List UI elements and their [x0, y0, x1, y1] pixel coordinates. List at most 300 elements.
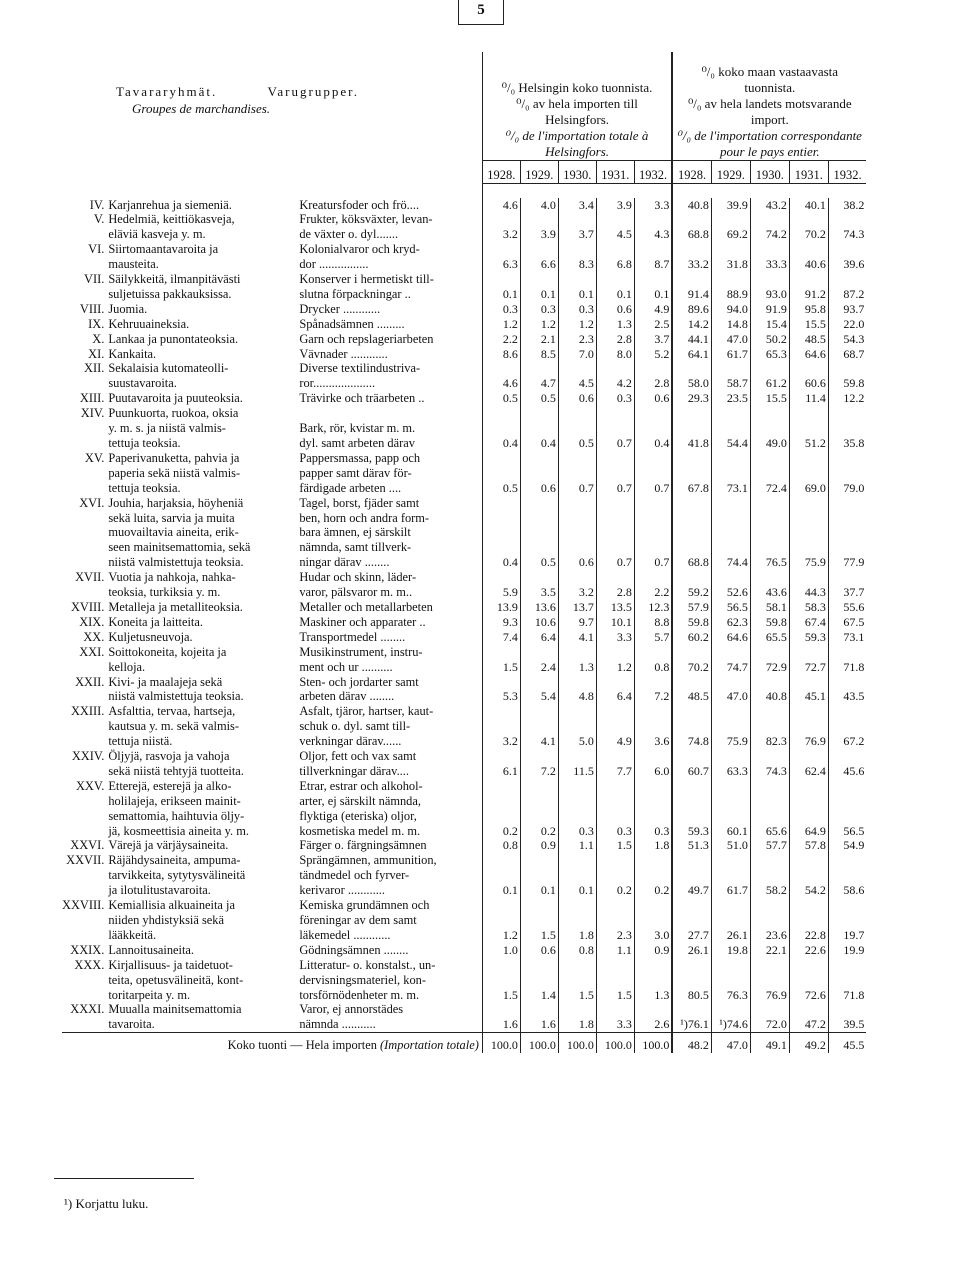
group-name-sv: Diverse textilindustriva- [299, 361, 421, 376]
value-cell: 40.8 [672, 198, 711, 213]
value-cell: 62.3 [711, 615, 750, 630]
value-cell: 1.8 [634, 838, 672, 853]
value-cell: 72.6 [789, 988, 828, 1003]
value-cell: 0.2 [520, 824, 558, 839]
group-name-fi: Lankaa ja punontateoksia. [108, 331, 239, 346]
value-cell: 19.9 [828, 943, 866, 958]
group-name-fi: niiden yhdistyksiä sekä [108, 913, 224, 927]
value-cell: 93.0 [750, 287, 789, 302]
value-cell: 4.1 [520, 734, 558, 749]
group-name-fi: eläviä kasveja y. m. [108, 227, 206, 242]
group-name-sv: Oljor, fett och vax samt [299, 749, 417, 764]
value-cell: 19.8 [711, 943, 750, 958]
value-cell: 1.8 [558, 1017, 596, 1032]
value-cell: 59.8 [672, 615, 711, 630]
value-cell: 13.7 [558, 600, 596, 615]
table-row [62, 615, 866, 630]
group-name-fi: toritarpeita y. m. [108, 987, 191, 1002]
value-cell: 39.6 [828, 257, 866, 272]
group-name-fi: lääkkeitä. [108, 927, 157, 942]
group-name-sv: dor ................ [299, 257, 369, 272]
table-row [62, 600, 866, 615]
value-cell: 4.2 [596, 376, 634, 391]
group-name-sv: Trävirke och träarbeten .. [299, 391, 425, 406]
table-row [62, 376, 866, 391]
value-cell: 63.3 [711, 764, 750, 779]
value-cell: 8.0 [596, 347, 634, 362]
group-name-sv: läkemedel ............ [299, 927, 391, 942]
group-name-fi: tettuja niistä. [108, 734, 173, 749]
value-cell: 74.2 [750, 227, 789, 242]
value-cell: 1.5 [520, 928, 558, 943]
group-name-fi: tarvikkeita, sytytysvälineitä [108, 868, 246, 883]
table-row [62, 719, 866, 734]
group-name-fi: tavaroita. [108, 1017, 155, 1032]
value-cell: 58.7 [711, 376, 750, 391]
value-cell: 3.4 [558, 198, 596, 213]
value-cell: 91.2 [789, 287, 828, 302]
value-cell: 6.0 [634, 764, 672, 779]
table-row [62, 1017, 866, 1032]
value-cell: 4.5 [558, 376, 596, 391]
group-name-fi: Etterejä, esterejä ja alko- [108, 778, 232, 793]
value-cell: 0.8 [482, 838, 520, 853]
value-cell: 82.3 [750, 734, 789, 749]
value-cell: 3.7 [558, 227, 596, 242]
value-cell: 65.6 [750, 824, 789, 839]
group-number: XXII. [75, 674, 105, 689]
value-cell: 6.3 [482, 257, 520, 272]
group-name-fi: suljetuissa pakkauksissa. [108, 286, 232, 301]
value-cell: 74.3 [828, 227, 866, 242]
value-cell: 45.1 [789, 689, 828, 704]
group-name-fi: Hedelmiä, keittiökasveja, [108, 212, 235, 227]
group-name-sv: verkningar därav...... [299, 734, 402, 749]
value-cell: 14.8 [711, 317, 750, 332]
value-cell: 4.8 [558, 689, 596, 704]
table-row [62, 675, 866, 690]
group-name-fi: Lannoitusaineita. [108, 942, 195, 957]
table-row [62, 287, 866, 302]
value-cell: 9.7 [558, 615, 596, 630]
table-row [62, 973, 866, 988]
value-cell: 8.8 [634, 615, 672, 630]
value-cell: ¹)74.6 [711, 1017, 750, 1032]
group-name-fi: seen mainitsemattomia, sekä [108, 540, 251, 555]
value-cell: 67.8 [672, 481, 711, 496]
year-header: 1932. [828, 160, 866, 183]
value-cell: 39.5 [828, 1017, 866, 1032]
total-value: 45.5 [828, 1033, 866, 1054]
value-cell: 0.7 [596, 481, 634, 496]
table-row [62, 1002, 866, 1017]
varugrupper-label: Varugrupper. [267, 84, 359, 100]
group-name-fi: Sekalaisia kutomateolli- [108, 361, 229, 376]
group-name-sv: Tagel, borst, fjäder samt [299, 495, 420, 510]
value-cell: 0.1 [634, 287, 672, 302]
value-cell: 54.3 [828, 332, 866, 347]
group-name-fi: Räjähdysaineita, ampuma- [108, 853, 241, 868]
value-cell: 73.1 [828, 630, 866, 645]
table-row [62, 809, 866, 824]
group-number: XIV. [80, 406, 105, 421]
value-cell: 4.7 [520, 376, 558, 391]
value-cell: 76.5 [750, 555, 789, 570]
value-cell: 3.3 [596, 630, 634, 645]
group-name-fi: ja ilotulitustavaroita. [108, 883, 211, 898]
group-name-sv: ningar därav ........ [299, 555, 390, 570]
value-cell: 0.4 [634, 436, 672, 451]
year-header: 1931. [596, 160, 634, 183]
value-cell: 13.6 [520, 600, 558, 615]
group-name-fi: teoksia, turkiksia y. m. [108, 585, 221, 600]
value-cell: 2.5 [634, 317, 672, 332]
value-cell: 1.2 [482, 317, 520, 332]
value-cell: 4.9 [634, 302, 672, 317]
value-cell: 64.1 [672, 347, 711, 362]
group-name-sv: tändmedel och fyrver- [299, 868, 410, 883]
value-cell: 0.6 [520, 481, 558, 496]
value-cell: 0.4 [482, 555, 520, 570]
value-cell: 3.9 [596, 198, 634, 213]
value-cell: 1.5 [596, 838, 634, 853]
group-name-sv: Metaller och metallarbeten [299, 599, 433, 614]
value-cell: 54.9 [828, 838, 866, 853]
value-cell: 61.7 [711, 347, 750, 362]
value-cell: 11.5 [558, 764, 596, 779]
value-cell: 38.2 [828, 198, 866, 213]
value-cell: 54.4 [711, 436, 750, 451]
value-cell: 60.7 [672, 764, 711, 779]
table-row [62, 779, 866, 794]
value-cell: 67.2 [828, 734, 866, 749]
table-row [62, 838, 866, 853]
group-name-sv: arter, ej särskilt nämnda, [299, 793, 421, 808]
value-cell: 48.5 [789, 332, 828, 347]
value-cell: 2.3 [596, 928, 634, 943]
value-cell: 47.0 [711, 332, 750, 347]
table-row [62, 525, 866, 540]
group-name-fi: Soittokoneita, kojeita ja [108, 644, 227, 659]
group-name-sv: schuk o. dyl. samt till- [299, 719, 411, 734]
value-cell: 1.2 [520, 317, 558, 332]
value-cell: 22.6 [789, 943, 828, 958]
group-name-sv: Kemiska grundämnen och [299, 898, 430, 913]
value-cell: 0.7 [596, 436, 634, 451]
group-name-fi: Värejä ja värjäysaineita. [108, 838, 229, 853]
value-cell: 57.9 [672, 600, 711, 615]
value-cell: 2.2 [634, 585, 672, 600]
value-cell: 3.3 [634, 198, 672, 213]
group-name-sv: Sprängämnen, ammunition, [299, 853, 437, 868]
value-cell: 14.2 [672, 317, 711, 332]
value-cell: 0.6 [520, 943, 558, 958]
value-cell: 68.8 [672, 555, 711, 570]
value-cell: 2.2 [482, 332, 520, 347]
group-name-sv: föreningar av dem samt [299, 913, 417, 927]
value-cell: 37.7 [828, 585, 866, 600]
value-cell: 59.8 [750, 615, 789, 630]
value-cell: 60.2 [672, 630, 711, 645]
tavararyhmat-label: Tavararyhmät. [116, 84, 218, 100]
value-cell: 0.2 [482, 824, 520, 839]
group-name-sv: bara ämnen, ej särskilt [299, 525, 411, 540]
value-cell: 40.1 [789, 198, 828, 213]
value-cell: 77.9 [828, 555, 866, 570]
value-cell: 10.1 [596, 615, 634, 630]
group-name-fi: paperia sekä niistä valmis- [108, 465, 241, 480]
value-cell: 62.4 [789, 764, 828, 779]
value-cell: 43.2 [750, 198, 789, 213]
table-row [62, 272, 866, 287]
group-name-sv: Sten- och jordarter samt [299, 674, 419, 689]
value-cell: 54.2 [789, 883, 828, 898]
table-row [62, 212, 866, 227]
value-cell: 7.2 [520, 764, 558, 779]
value-cell: 4.6 [482, 376, 520, 391]
value-cell: 91.4 [672, 287, 711, 302]
value-cell: 58.3 [789, 600, 828, 615]
helsinki-header-sv: ⁰/₀ av hela importen till Helsingfors. [516, 95, 638, 127]
value-cell: 0.3 [634, 824, 672, 839]
table-row [62, 198, 866, 213]
value-cell: 0.7 [558, 481, 596, 496]
value-cell: 51.2 [789, 436, 828, 451]
year-header: 1930. [558, 160, 596, 183]
total-value: 100.0 [520, 1033, 558, 1054]
value-cell: 0.6 [634, 391, 672, 406]
group-name-fi: Muualla mainitsemattomia [108, 1002, 242, 1017]
value-cell: 58.1 [750, 600, 789, 615]
helsinki-header-fr: ⁰/₀ de l'importation totale à Helsingfors. [505, 127, 649, 159]
value-cell: 6.8 [596, 257, 634, 272]
group-name-sv: Etrar, estrar och alkohol- [299, 778, 423, 793]
import-statistics-table [62, 52, 866, 1053]
value-cell: 0.7 [596, 555, 634, 570]
value-cell: 23.5 [711, 391, 750, 406]
group-name-sv: nämnda ........... [299, 1017, 376, 1032]
group-name-fi: tettuja teoksia. [108, 436, 181, 450]
value-cell: 27.7 [672, 928, 711, 943]
group-name-fi: Kirjallisuus- ja taidetuot- [108, 957, 233, 972]
value-cell: 0.8 [558, 943, 596, 958]
table-row [62, 347, 866, 362]
table-row [62, 630, 866, 645]
value-cell: 2.8 [596, 332, 634, 347]
value-cell: 11.4 [789, 391, 828, 406]
value-cell: 22.8 [789, 928, 828, 943]
value-cell: 23.6 [750, 928, 789, 943]
value-cell: 5.7 [634, 630, 672, 645]
value-cell: 33.2 [672, 257, 711, 272]
group-name-fi: muovailtavia aineita, erik- [108, 525, 239, 540]
value-cell: 0.1 [482, 883, 520, 898]
group-number: XI. [88, 346, 105, 361]
value-cell: 2.6 [634, 1017, 672, 1032]
group-number: XXI. [79, 644, 105, 659]
table-row [62, 704, 866, 719]
group-name-sv: papper samt därav för- [299, 465, 412, 480]
group-name-sv: kerivaror ............ [299, 883, 386, 898]
value-cell: 12.3 [634, 600, 672, 615]
table-row [62, 511, 866, 526]
table-row [62, 421, 866, 436]
value-cell: 64.9 [789, 824, 828, 839]
group-name-fi: Paperivanuketta, pahvia ja [108, 450, 240, 465]
value-cell: 0.5 [520, 391, 558, 406]
year-header: 1928. [672, 160, 711, 183]
value-cell: 35.8 [828, 436, 866, 451]
group-number: XXVIII. [62, 898, 105, 913]
value-cell: 79.0 [828, 481, 866, 496]
value-cell: 1.5 [482, 660, 520, 675]
value-cell: 40.8 [750, 689, 789, 704]
group-number: XV. [84, 450, 105, 465]
value-cell: 13.9 [482, 600, 520, 615]
total-value: 100.0 [482, 1033, 520, 1054]
table-row [62, 928, 866, 943]
group-number: XXVII. [66, 853, 105, 868]
country-header-fr: ⁰/₀ de l'importation correspondante pour le pays entier. [677, 127, 862, 159]
group-name-fi: Kuljetusneuvoja. [108, 629, 193, 644]
value-cell: 48.5 [672, 689, 711, 704]
value-cell: 59.3 [789, 630, 828, 645]
group-name-fi: niistä valmistettuja teoksia. [108, 689, 244, 704]
value-cell: 3.2 [482, 227, 520, 242]
group-name-sv: Kreatursfoder och frö.... [299, 197, 420, 212]
table-row [62, 824, 866, 839]
group-name-sv: ment och ur .......... [299, 659, 393, 674]
value-cell: 0.4 [482, 436, 520, 451]
table-row [62, 660, 866, 675]
value-cell: 0.1 [482, 287, 520, 302]
value-cell: 76.9 [750, 988, 789, 1003]
total-value: 48.2 [672, 1033, 711, 1054]
value-cell: 93.7 [828, 302, 866, 317]
value-cell: 1.3 [596, 317, 634, 332]
value-cell: 7.7 [596, 764, 634, 779]
value-cell: 8.7 [634, 257, 672, 272]
group-number: VIII. [79, 301, 105, 316]
value-cell: 2.8 [634, 376, 672, 391]
value-cell: 68.8 [672, 227, 711, 242]
footnote-rule [54, 1178, 194, 1179]
table-row [62, 585, 866, 600]
value-cell: 50.2 [750, 332, 789, 347]
table-row [62, 988, 866, 1003]
group-name-sv: nämnda, samt tillverk- [299, 540, 412, 555]
value-cell: 4.6 [482, 198, 520, 213]
table-row [62, 436, 866, 451]
value-cell: 22.1 [750, 943, 789, 958]
value-cell: 73.1 [711, 481, 750, 496]
table-row [62, 361, 866, 376]
value-cell: 6.1 [482, 764, 520, 779]
total-row [62, 1033, 866, 1054]
group-name-sv: Frukter, köksväxter, levan- [299, 212, 433, 227]
group-name-fi: Metalleja ja metalliteoksia. [108, 599, 243, 614]
value-cell: 0.2 [634, 883, 672, 898]
table-row [62, 570, 866, 585]
value-cell: 56.5 [828, 824, 866, 839]
value-cell: 0.6 [596, 302, 634, 317]
group-name-fi: semattomia, haihtuvia öljy- [108, 808, 245, 823]
value-cell: 2.1 [520, 332, 558, 347]
group-name-fi: sekä niistä tehtyjä tuotteita. [108, 763, 244, 778]
year-header: 1928. [482, 160, 520, 183]
group-number: IX. [88, 316, 105, 331]
total-value: 49.1 [750, 1033, 789, 1054]
group-name-sv: Asfalt, tjäror, hartser, kaut- [299, 704, 434, 719]
value-cell: 70.2 [672, 660, 711, 675]
value-cell: 60.1 [711, 824, 750, 839]
group-name-sv: de växter o. dyl....... [299, 227, 399, 242]
value-cell: 49.7 [672, 883, 711, 898]
value-cell: 29.3 [672, 391, 711, 406]
group-name-fi: Kehruuaineksia. [108, 316, 190, 331]
value-cell: 0.3 [558, 302, 596, 317]
value-cell: 0.6 [558, 555, 596, 570]
value-cell: 44.3 [789, 585, 828, 600]
value-cell: 12.2 [828, 391, 866, 406]
value-cell: 59.8 [828, 376, 866, 391]
value-cell: ¹)76.1 [672, 1017, 711, 1032]
value-cell: 0.1 [520, 287, 558, 302]
value-cell: 1.1 [558, 838, 596, 853]
value-cell: 5.0 [558, 734, 596, 749]
group-name-fi: holilajeja, erikseen mainit- [108, 793, 241, 808]
group-name-sv: slutna förpackningar .. [299, 286, 411, 301]
value-cell: 5.9 [482, 585, 520, 600]
table-row [62, 406, 866, 421]
group-number: XVIII. [70, 599, 105, 614]
value-cell: 0.3 [520, 302, 558, 317]
total-label-fi: Koko tuonti — Hela importen [227, 1038, 377, 1053]
value-cell: 0.3 [596, 391, 634, 406]
group-number: V. [93, 212, 105, 227]
table-row [62, 257, 866, 272]
value-cell: 0.5 [482, 481, 520, 496]
value-cell: 61.7 [711, 883, 750, 898]
value-cell: 4.3 [634, 227, 672, 242]
footnote: ¹) Korjattu luku. [64, 1196, 149, 1211]
value-cell: 8.3 [558, 257, 596, 272]
value-cell: 1.2 [596, 660, 634, 675]
value-cell: 3.3 [596, 1017, 634, 1032]
value-cell: 15.5 [750, 391, 789, 406]
value-cell: 39.9 [711, 198, 750, 213]
value-cell: 76.3 [711, 988, 750, 1003]
group-number: XXVI. [70, 838, 105, 853]
groupes-header [62, 100, 482, 160]
group-name-sv: Kolonialvaror och kryd- [299, 242, 420, 257]
group-name-fi: Siirtomaantavaroita ja [108, 242, 219, 257]
group-name-fi: Jouhia, harjaksia, höyheniä [108, 495, 244, 510]
group-name-sv: ror.................... [299, 376, 376, 391]
table-row [62, 883, 866, 898]
value-cell: 40.6 [789, 257, 828, 272]
value-cell: 8.6 [482, 347, 520, 362]
value-cell: 0.7 [634, 555, 672, 570]
group-number: VI. [88, 242, 105, 257]
value-cell: 67.5 [828, 615, 866, 630]
helsinki-share-header [482, 52, 672, 160]
value-cell: 4.1 [558, 630, 596, 645]
value-cell: 70.2 [789, 227, 828, 242]
value-cell: 64.6 [789, 347, 828, 362]
value-cell: 31.8 [711, 257, 750, 272]
group-name-fi: y. m. s. ja niistä valmis- [108, 421, 226, 436]
